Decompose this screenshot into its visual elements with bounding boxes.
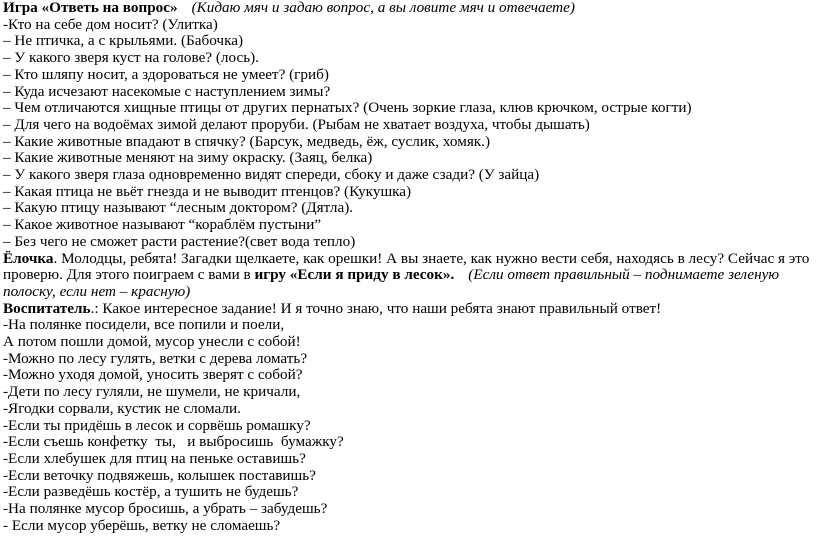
statement-line: -Если веточку подвяжешь, колышек поставишь? <box>3 466 316 484</box>
question-line: – Без чего не сможет расти растение?(свет вода тепло) <box>3 232 356 250</box>
teacher-text: .: Какое интересное задание! И я точно знаю, что наши ребята знают правильный ответ! <box>90 299 662 317</box>
question-line: – Какие животные меняют на зиму окраску. (Заяц, белка) <box>3 149 373 167</box>
question-line: – Чем отличаются хищные птицы от других пернатых? (Очень зоркие глаза, клюв крючком, острые когти) <box>3 99 692 117</box>
statement-line: -Можно по лесу гулять, ветки с дерева ломать? <box>3 349 308 367</box>
game1-question-list <box>3 17 812 251</box>
question-line: – Какие животные впадают в спячку? (Барсук, медведь, ёж, суслик, хомяк.) <box>3 132 491 150</box>
teacher-speaker: Воспитатель <box>3 299 91 317</box>
statement-line: -Можно уходя домой, уносить зверят с собой? <box>3 366 303 384</box>
elochka-text: . Молодцы, ребята! Загадки щелкаете, как орешки! А вы знаете, как нужно вести себя, находясь в лесу? Сейчас я это проверю. Для этого поиграем с вами в <box>3 249 810 284</box>
question-line: – Куда исчезают насекомые с наступлением зимы? <box>3 82 331 100</box>
statement-line: А потом пошли домой, мусор унесли с собой! <box>3 333 301 351</box>
statement-line: -На полянке мусор бросишь, а убрать – забудешь? <box>3 500 328 518</box>
statement-line: -На полянке посидели, все попили и поели, <box>3 316 285 334</box>
elochka-game-name: игру «Если я приду в лесок». <box>254 266 455 284</box>
question-line: – Для чего на водоёмах зимой делают проруби. (Рыбам не хватает воздуха, чтобы дышать) <box>3 115 590 133</box>
question-line: – У какого зверя куст на голове? (лось). <box>3 49 259 67</box>
game2-statement-list <box>3 317 812 534</box>
game1-instruction: (Кидаю мяч и задаю вопрос, а вы ловите мяч и отвечаете) <box>191 0 575 16</box>
question-line: -Кто на себе дом носит? (Улитка) <box>3 15 218 33</box>
statement-line: -Если съешь конфетку ты, и выбросишь бумажку? <box>3 433 344 451</box>
question-line: – Какое животное называют “кораблём пустыни” <box>3 216 322 234</box>
elochka-speaker: Ёлочка <box>3 249 54 267</box>
statement-line: -Если хлебушек для птиц на пеньке оставишь? <box>3 449 306 467</box>
question-line: – У какого зверя глаза одновременно видят спереди, сбоку и даже сзади? (У зайца) <box>3 166 540 184</box>
question-line: – Не птичка, а с крыльями. (Бабочка) <box>3 32 244 50</box>
question-line: – Кто шляпу носит, а здороваться не умеет? (гриб) <box>3 65 329 83</box>
statement-line: -Дети по лесу гуляли, не шумели, не кричали, <box>3 383 301 401</box>
statement-line: - Если мусор уберёшь, ветку не сломаешь? <box>3 516 281 534</box>
elochka-rule: (Если ответ правильный – поднимаете зеленую полоску, если нет – красную) <box>3 266 780 300</box>
statement-line: -Ягодки сорвали, кустик не сломали. <box>3 399 241 417</box>
statement-line: -Если разведёшь костёр, а тушить не будешь? <box>3 483 299 501</box>
game1-title: Игра «Ответь на вопрос» <box>3 0 178 16</box>
teacher-paragraph <box>3 301 812 318</box>
game1-header <box>3 0 812 17</box>
elochka-paragraph <box>3 251 812 301</box>
statement-line: -Если ты придёшь в лесок и сорвёшь ромашку? <box>3 416 311 434</box>
question-line: – Какую птицу называют “лесным доктором? (Дятла). <box>3 199 354 217</box>
question-line: – Какая птица не вьёт гнезда и не выводит птенцов? (Кукушка) <box>3 182 412 200</box>
